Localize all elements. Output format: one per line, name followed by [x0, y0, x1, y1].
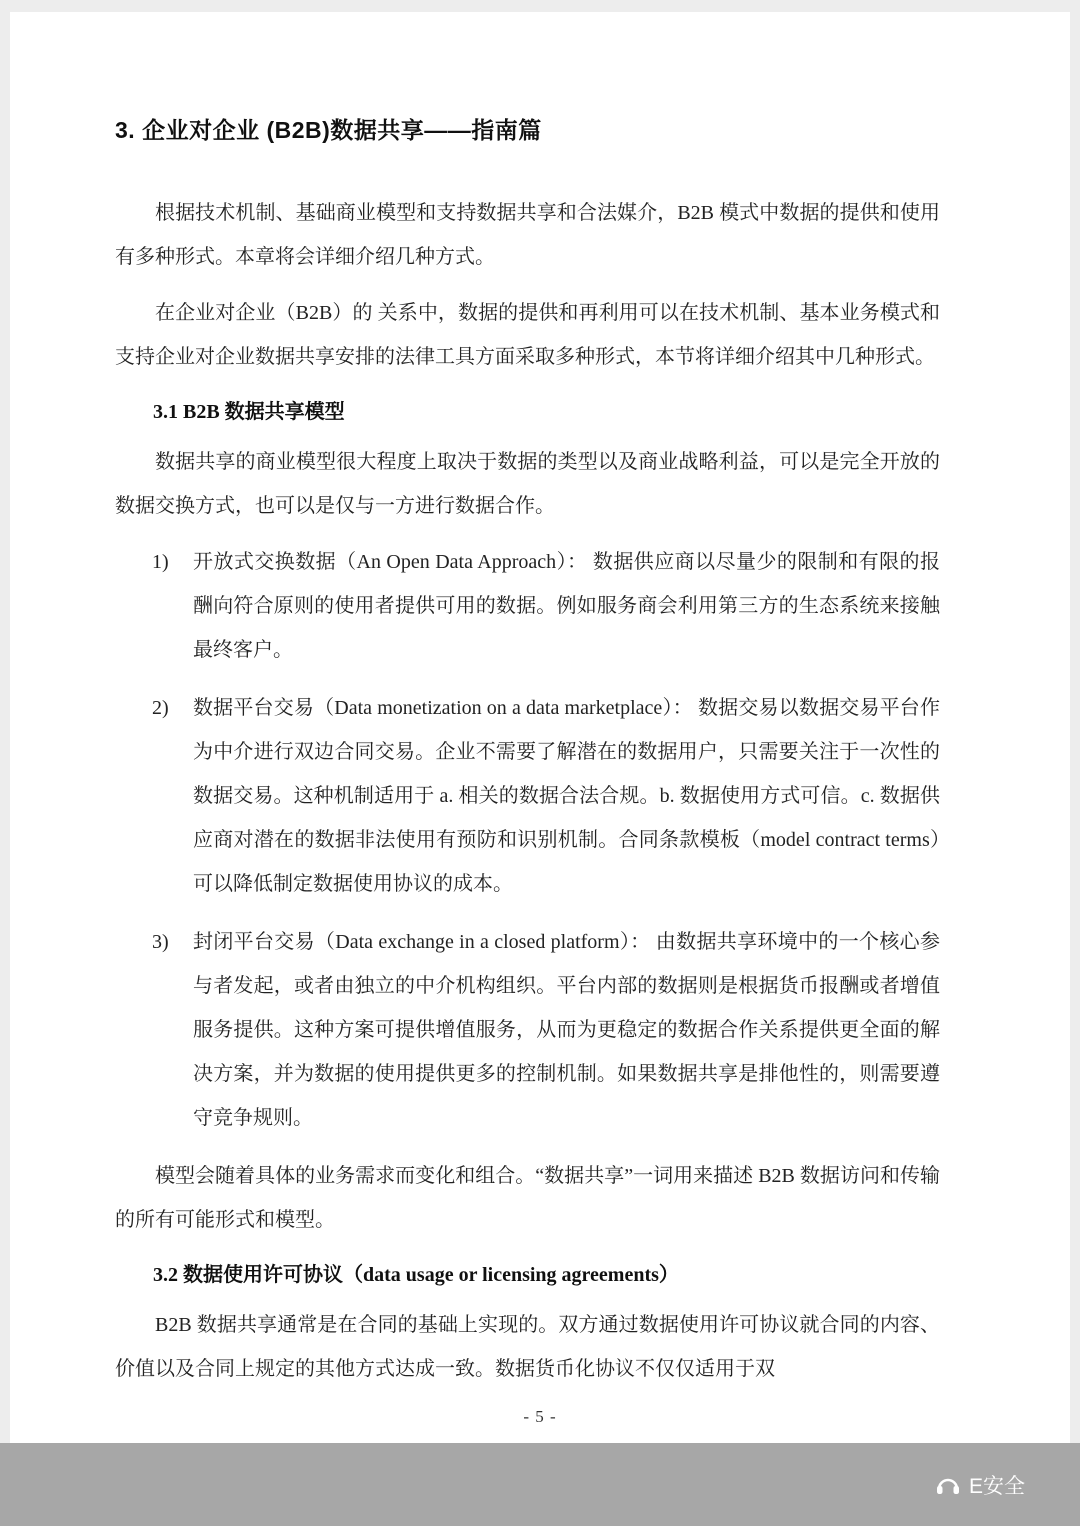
footer-watermark-bar — [0, 1443, 1080, 1526]
section-heading-3-2: 3.2 数据使用许可协议（data usage or licensing agreements） — [153, 1264, 679, 1286]
intro-paragraph-2: 在企业对企业（B2B）的 关系中，数据的提供和再利用可以在技术机制、基本业务模式和支持企业对企业数据共享安排的法律工具方面采取多种形式，本节将详细介绍其中几种形式。 — [115, 302, 940, 368]
section-3-2-lead-paragraph: B2B 数据共享通常是在合同的基础上实现的。双方通过数据使用许可协议就合同的内容、价值以及合同上规定的其他方式达成一致。数据货币化协议不仅仅适用于双 — [115, 1314, 940, 1380]
section-3-1-lead-paragraph: 数据共享的商业模型很大程度上取决于数据的类型以及商业战略利益，可以是完全开放的数据交换方式，也可以是仅与一方进行数据合作。 — [115, 451, 940, 517]
e-safe-logo-icon — [935, 1474, 961, 1496]
list-item-2-text: 数据平台交易（Data monetization on a data marketplace）： 数据交易以数据交易平台作为中介进行双边合同交易。企业不需要了解潜在的数据用户，只需要关注于一次性的数据交易。这种机制适用于 a. 相关的数据合法合规。b. 数据使用方式可信。c. 数据供应商对潜在的数据非法使用有预防和识别机制。合同条款模板（model contract terms）可以降低制定数据使用协议的成本。 — [193, 697, 940, 895]
section-heading-3-1: 3.1 B2B 数据共享模型 — [153, 401, 345, 423]
brand-logo — [935, 1470, 1025, 1500]
page-title: 3. 企业对企业 (B2B)数据共享——指南篇 — [115, 117, 542, 143]
intro-paragraph-1: 根据技术机制、基础商业模型和支持数据共享和合法媒介，B2B 模式中数据的提供和使用有多种形式。本章将会详细介绍几种方式。 — [115, 202, 940, 268]
section-3-1-closing-paragraph: 模型会随着具体的业务需求而变化和组合。“数据共享”一词用来描述 B2B 数据访问和传输的所有可能形式和模型。 — [115, 1165, 940, 1231]
list-item-1 — [152, 540, 940, 672]
list-item-3 — [152, 920, 940, 1140]
list-item-2-marker: 2) — [152, 697, 169, 719]
list-item-1-marker: 1) — [152, 551, 169, 573]
numbered-list — [152, 540, 940, 1140]
document-sheet — [10, 12, 1070, 1443]
list-item-2 — [152, 686, 940, 906]
list-item-3-text: 封闭平台交易（Data exchange in a closed platform）： 由数据共享环境中的一个核心参与者发起，或者由独立的中介机构组织。平台内部的数据则是根据货币报酬或者增值服务提供。这种方案可提供增值服务，从而为更稳定的数据合作关系提供更全面的解决方案，并为数据的使用提供更多的控制机制。如果数据共享是排他性的，则需要遵守竞争规则。 — [193, 931, 940, 1129]
page-number: - 5 - — [523, 1407, 557, 1426]
list-item-3-marker: 3) — [152, 931, 169, 953]
brand-name: E安全 — [968, 1474, 1025, 1498]
list-item-1-text: 开放式交换数据（An Open Data Approach）： 数据供应商以尽量少的限制和有限的报酬向符合原则的使用者提供可用的数据。例如服务商会利用第三方的生态系统来接触最终客户。 — [193, 551, 940, 661]
